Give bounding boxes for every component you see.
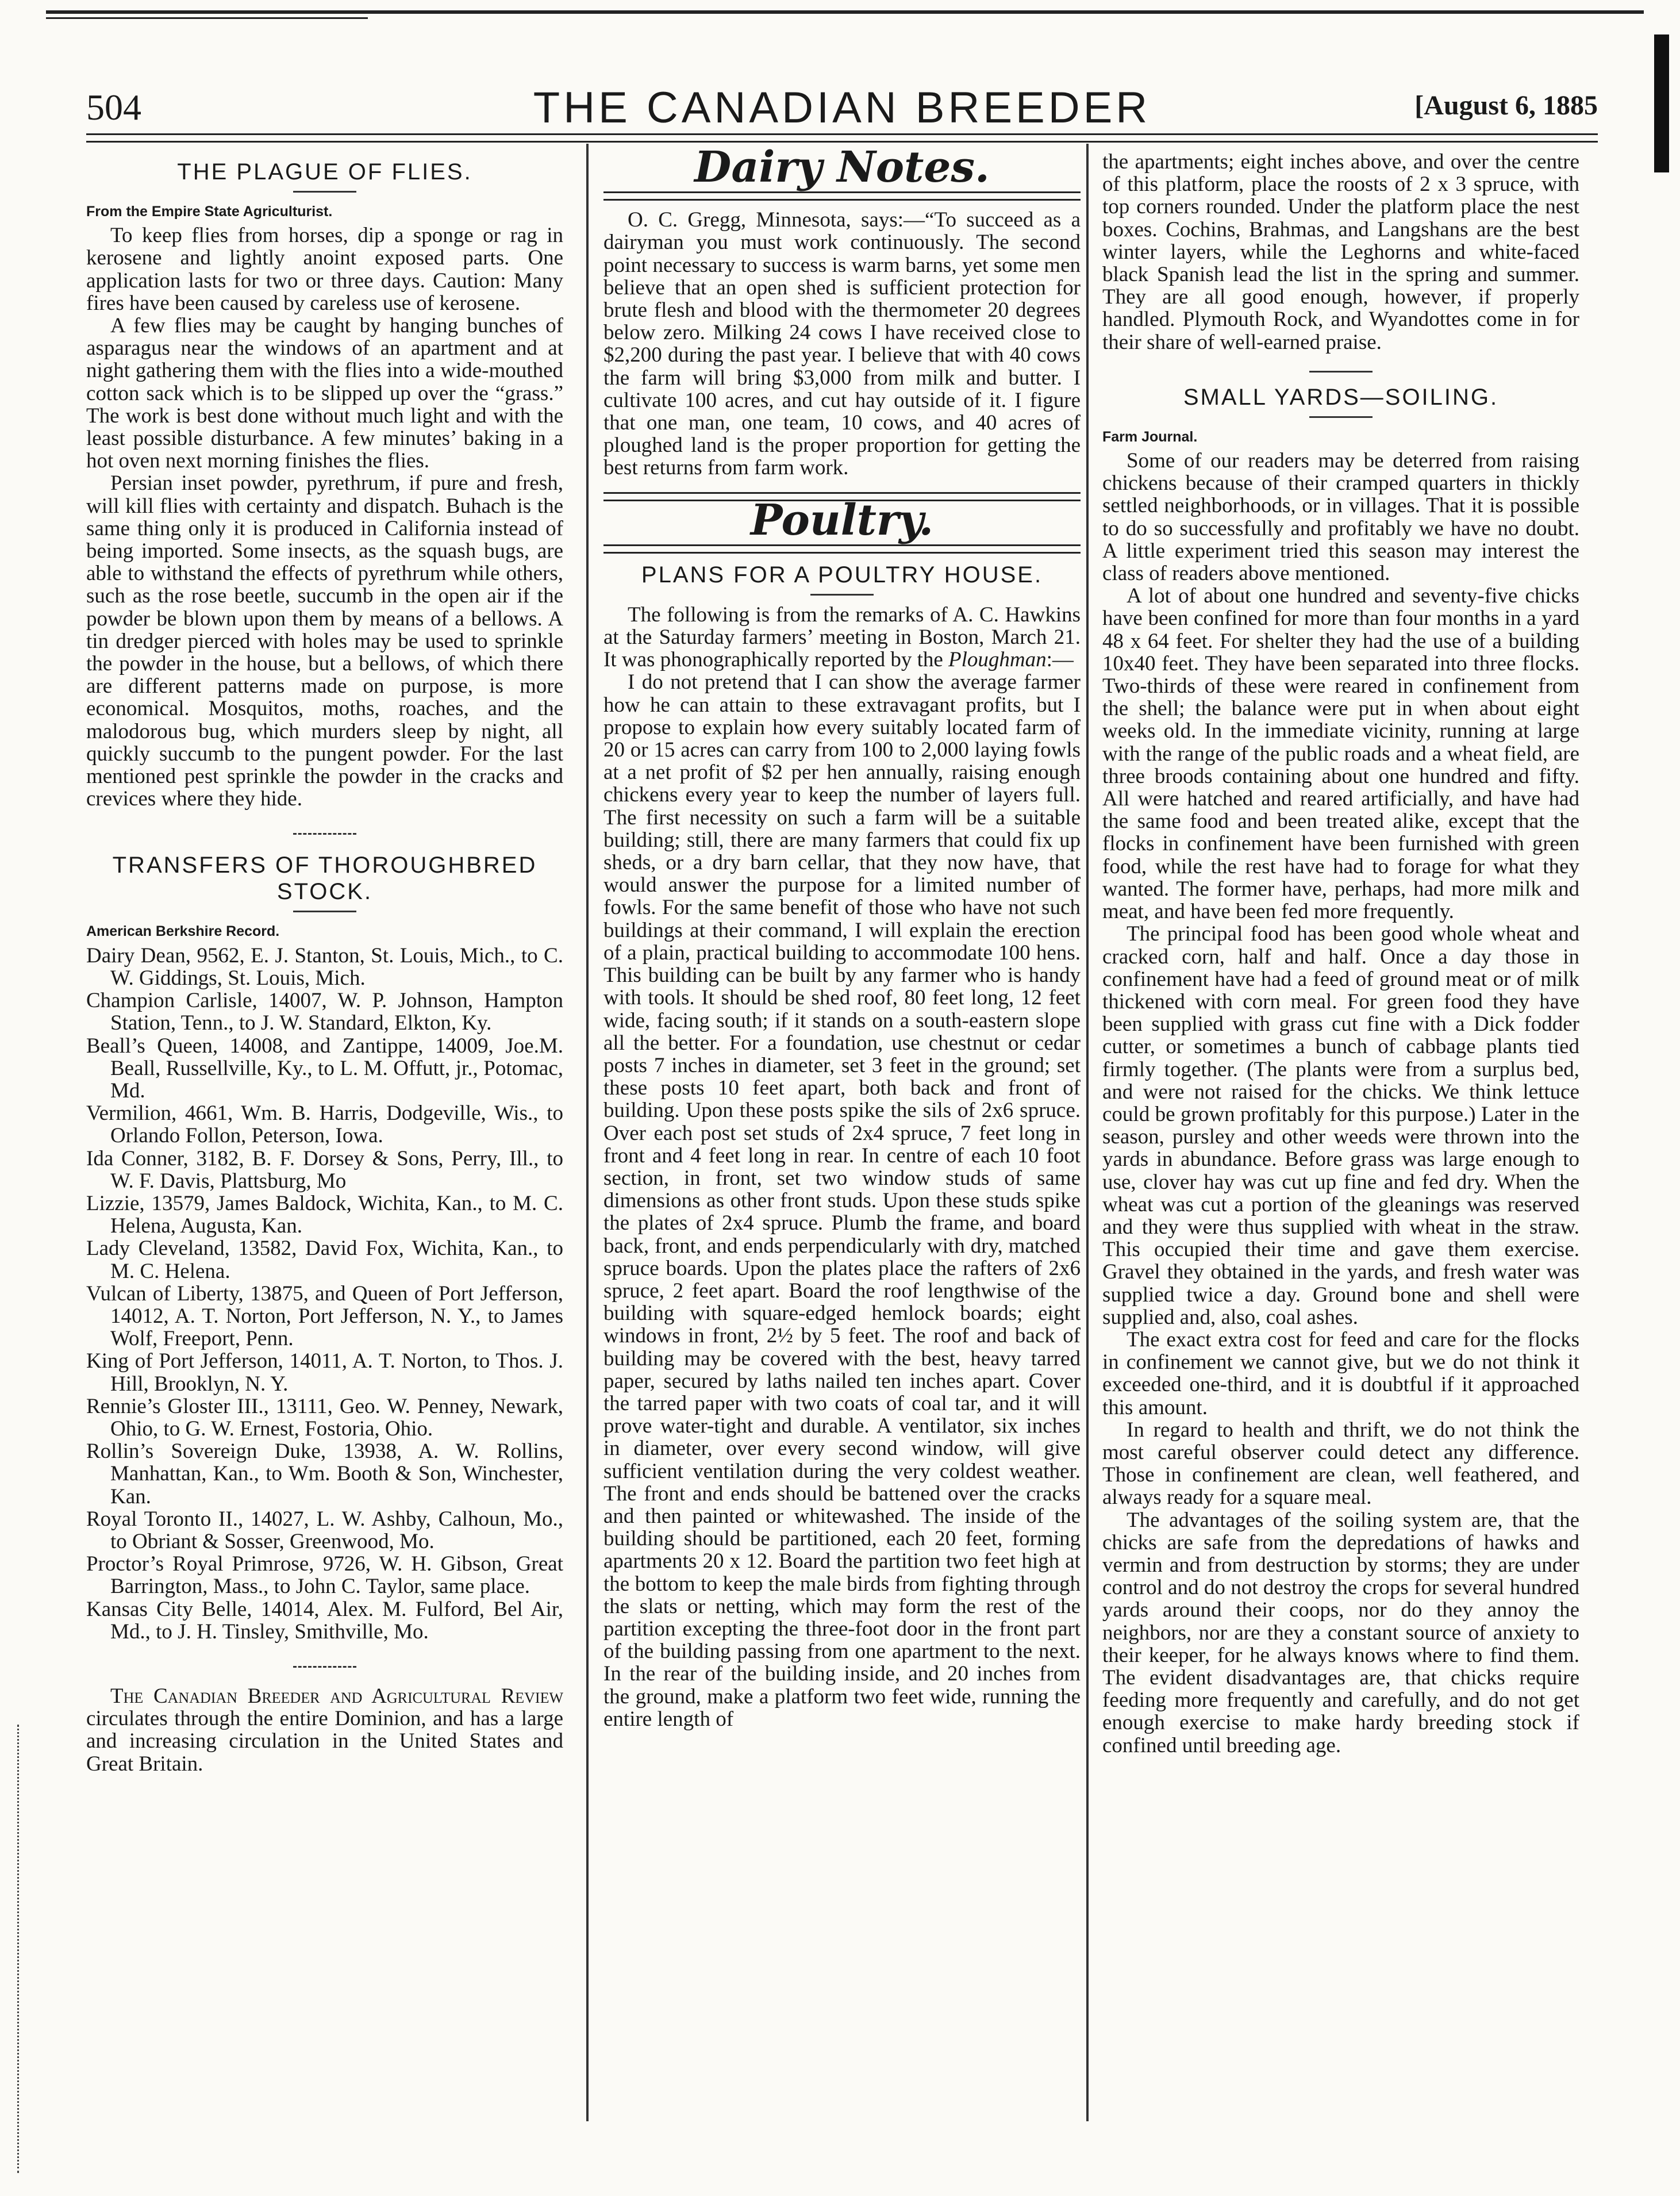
circulation-notice	[86, 1685, 563, 1775]
intro-source: Ploughman	[948, 648, 1047, 672]
article-title: THE PLAGUE OF FLIES.	[177, 159, 472, 185]
article-source: Farm Journal.	[1102, 428, 1198, 445]
masthead-rule	[86, 133, 1598, 143]
intro-paragraph	[603, 604, 1081, 671]
paragraph: The advantages of the soiling system are, that the chicks are safe from the depredations of hawks and vermin and from destruction by storms; they are under control and do not destroy the crops for several hundred yards around their coops, nor do they annoy the neighbors, nor are they a constant source of anxiety to their keeper, for he always knows where to find them. The evident disadvantages are, that chicks require feeding more frequently and carefully, and do not get enough exercise to make hardy breeding stock if confined until breeding age.	[1102, 1508, 1579, 1757]
binding-marks	[17, 1725, 22, 2173]
paragraph: To keep flies from horses, dip a sponge or rag in kerosene and lightly anoint exposed parts. One application lasts for two or three days. Caution: Many fires have been caused by careless use of kerosene.	[86, 224, 563, 315]
article-small-yards-soiling	[1102, 384, 1579, 1757]
transfer-entry: Proctor’s Royal Primrose, 9726, W. H. Gibson, Great Barrington, Mass., to John C. Taylor, same place.	[86, 1552, 563, 1599]
transfer-entry: King of Port Jefferson, 14011, A. T. Norton, to Thos. J. Hill, Brooklyn, N. Y.	[86, 1349, 563, 1396]
newspaper-title: THE CANADIAN BREEDER	[533, 83, 1151, 132]
section-dairy-notes	[603, 143, 1081, 480]
article-title: PLANS FOR A POULTRY HOUSE.	[641, 562, 1043, 588]
column-divider	[1086, 144, 1089, 2121]
continued-paragraph: the apartments; eight inches above, and over the centre of this platform, place the roosts of 2 x 3 spruce, with top corners rounded. Under the platform place the nest boxes. Cochins, Brahmas, and Langshans are the best winter layers, while the Leghorns and white-faced black Spanish lead the list in the spring and summer. They are all good enough, however, if properly handled. Plymouth Rock, and Wyandottes come in for their share of well-earned praise.	[1102, 150, 1579, 354]
article-plague-of-flies	[86, 159, 563, 810]
scan-edge-mark	[1654, 34, 1669, 172]
section-heading: Poultry.	[750, 495, 934, 545]
section-separator	[1309, 371, 1373, 373]
transfer-entry: Rollin’s Sovereign Duke, 13938, A. W. Rollins, Manhattan, Kan., to Wm. Booth & Son, Winchester, Kan.	[86, 1439, 563, 1508]
transfer-list	[86, 945, 563, 1643]
paragraph: Some of our readers may be deterred from raising chickens because of their cramped quarters in thickly settled neighborhoods, or in villages. That it is possible to do so successfully and profitably we have no doubt. A little experiment tried this season may interest the class of readers above mentioned.	[1102, 449, 1579, 586]
article-transfers	[86, 852, 563, 1643]
article-source: American Berkshire Record.	[86, 923, 280, 940]
transfer-entry: Ida Conner, 3182, B. F. Dorsey & Sons, Perry, Ill., to W. F. Davis, Plattsburg, Mo	[86, 1146, 563, 1193]
intro-end: :—	[1046, 648, 1074, 672]
paragraph: The principal food has been good whole wheat and cracked corn, half and half. Once a day those in confinement have had a feed of ground meat or of milk thickened with corn meal. For green food they have been supplied with grass cut fine with a Dick fodder cutter, or sometimes a bunch of cabbage plants tied firmly together. (The plants were from a surplus bed, and were not raised for the chicks. We think lettuce could be grown profitably for this purpose.) Later in the season, pursley and other weeds were thrown into the yards in abundance. Before grass was large enough to use, clover hay was cut up fine and fed dry. When the wheat was cut a portion of the gleanings was reserved and they were thus supplied with wheat in the straw. This occupied their time and gave them exercise. Gravel they obtained in the yards, and fresh water was supplied twice a day. Ground bone and shell were supplied and, also, coal ashes.	[1102, 922, 1579, 1329]
section-separator	[293, 833, 356, 835]
circulation-text: circulates through the entire Dominion, and has a large and increasing circulation in the United States and Great Britain.	[86, 1707, 563, 1776]
transfer-entry: Kansas City Belle, 14014, Alex. M. Fulford, Bel Air, Md., to J. H. Tinsley, Smithville, Mo.	[86, 1597, 563, 1644]
circulation-lead: The Canadian Breeder and Agricultural Review	[110, 1684, 563, 1708]
paragraph: The exact extra cost for feed and care for the flocks in confinement we cannot give, but we do not think it exceeded one-third, and it is doubtful if it approached this amount.	[1102, 1327, 1579, 1419]
transfer-entry: Dairy Dean, 9562, E. J. Stanton, St. Louis, Mich., to C. W. Giddings, St. Louis, Mich.	[86, 943, 563, 990]
title-rule	[1309, 416, 1373, 418]
article-title: SMALL YARDS—SOILING.	[1183, 384, 1499, 410]
heading-rule	[603, 191, 1081, 201]
article-title: TRANSFERS OF THOROUGHBRED STOCK.	[112, 853, 537, 905]
heading-rule	[603, 544, 1081, 554]
issue-date: [August 6, 1885	[1414, 90, 1598, 121]
column-middle	[603, 143, 1081, 1731]
transfer-entry: Vermilion, 4661, Wm. B. Harris, Dodgeville, Wis., to Orlando Follon, Peterson, Iowa.	[86, 1101, 563, 1148]
column-divider	[586, 144, 589, 2121]
paragraph: A lot of about one hundred and seventy-five chicks have been confined for more than four months in a yard 48 x 64 feet. For shelter they had the use of a building 10x40 feet. They have been separated into three flocks. Two-thirds of these were reared in confinement from the shell; the balance were put in when about eight weeks old. In the immediate vicinity, running at large with the range of the public roads and a wheat field, are three broods containing about one hundred and fifty. All were hatched and reared artificially, and have had the same food and been treated alike, except that the flocks in confinement have been furnished with green food, while the rest have had to forage for what they wanted. The former have, perhaps, had more milk and meat, and have been fed more frequently.	[1102, 584, 1579, 924]
page-number: 504	[86, 87, 141, 128]
transfer-entry: Rennie’s Gloster III., 13111, Geo. W. Penney, Newark, Ohio, to G. W. Ernest, Fostoria, Ohio.	[86, 1394, 563, 1441]
transfer-entry: Champion Carlisle, 14007, W. P. Johnson, Hampton Station, Tenn., to J. W. Standard, Elkton, Ky.	[86, 989, 563, 1035]
transfer-entry: Lizzie, 13579, James Baldock, Wichita, Kan., to M. C. Helena, Augusta, Kan.	[86, 1191, 563, 1238]
intro-text: The following is from the remarks of A. C. Hawkins at the Saturday farmers’ meeting in Boston, March 21. It was phonographically reported by the	[603, 602, 1081, 672]
article-source: From the Empire State Agriculturist.	[86, 204, 333, 220]
section-heading: Dairy Notes.	[694, 143, 990, 192]
top-border-rule-short	[46, 17, 368, 19]
paragraph: Persian inset powder, pyrethrum, if pure and fresh, will kill flies with certainty and dispatch. Buhach is the same thing only it is produced in California instead of being imported. Some insects, as the squash bugs, are able to withstand the effects of pyrethrum while others, such as the rose beetle, succumb in the open air if the powder be blown upon them by means of a bellows. A tin dredger pierced with holes may be used to sprinkle the powder in the house, but a bellows, of which there are different patterns made on purpose, is more economical. Mosquitos, moths, roaches, and the malodorous bug, which murders sleep by night, all quickly succumb to the pungent powder. For the last mentioned pest sprinkle the powder in the cracks and crevices where they hide.	[86, 471, 563, 811]
transfer-entry: Vulcan of Liberty, 13875, and Queen of Port Jefferson, 14012, A. T. Norton, Port Jefferson, N. Y., to James Wolf, Freeport, Penn.	[86, 1281, 563, 1351]
masthead	[86, 83, 1598, 138]
transfer-entry: Royal Toronto II., 14027, L. W. Ashby, Calhoun, Mo., to Obriant & Sosser, Greenwood, Mo.	[86, 1507, 563, 1553]
section-separator	[293, 1666, 356, 1668]
title-rule	[810, 594, 874, 596]
transfer-entry: Beall’s Queen, 14008, and Zantippe, 14009, Joe.M. Beall, Russellville, Ky., to L. M. Offutt, jr., Potomac, Md.	[86, 1034, 563, 1103]
title-rule	[293, 191, 356, 193]
column-right	[1102, 151, 1579, 1757]
transfer-entry: Lady Cleveland, 13582, David Fox, Wichita, Kan., to M. C. Helena.	[86, 1237, 563, 1283]
paragraph: A few flies may be caught by hanging bunches of asparagus near the windows of an apartment and at night gathering them with the flies into a wide-mouthed cotton sack which is to be slipped up over the “grass.” The work is best done without much light and with the least possible disturbance. A few minutes’ baking in a hot oven next morning finishes the flies.	[86, 314, 563, 473]
column-left	[86, 151, 563, 1775]
title-rule	[293, 911, 356, 912]
section-poultry	[603, 495, 1081, 1731]
paragraph: I do not pretend that I can show the average farmer how he can attain to these extravagant profits, but I propose to explain how every suitably located farm of 20 or 15 acres can carry from 100 to 2,000 laying fowls at a net profit of $2 per hen annually, raising enough chickens every year to keep the number of layers full. The first necessity on such a farm will be a suitable building; still, there are many farmers that could fix up sheds, or a dry barn cellar, that they now have, that would answer the purpose for a limited number of fowls. For the same benefit of those who have not such buildings at their command, I will explain the erection of a plain, practical building to accommodate 100 hens. This building can be built by any farmer who is handy with tools. It should be shed roof, 80 feet long, 12 feet wide, facing south; if it stands on a south-eastern slope all the better. For a foundation, use chestnut or cedar posts 7 inches in diameter, set 3 feet in the ground; set these posts 10 feet apart, both back and front of building. Upon these posts spike the sils of 2x6 spruce. Over each post set studs of 2x4 spruce, 7 feet long in front and 4 feet long in rear. In centre of each 10 foot section, in front, set two window studs of same dimensions as other front studs. Upon these studs spike the plates of 2x4 spruce. Plumb the frame, and board back, front, and ends perpendicularly with dry, matched spruce boards. Upon the plates place the rafters of 2x6 spruce, 2 feet apart. Board the roof lengthwise of the building with square-edged hemlock boards; eight windows in front, 2½ by 5 feet. The roof and back of building may be covered with the best, heavy tarred paper, secured by laths nailed ten inches apart. Cover the tarred paper with two coats of coal tar, and it will prove water-tight and durable. A ventilator, six inches in diameter, over every second window, will give sufficient ventilation during the very coldest weather. The front and ends should be battened over the cracks and then painted or whitewashed. The inside of the building should be partitioned, each 20 feet, forming apartments 20 x 12. Board the partition two feet high at the bottom to keep the male birds from fighting through the slats or netting, which may form the rest of the partition excepting the three-foot door in the front part of the building passing from one apartment to the next. In the rear of the building inside, and 20 inches from the ground, make a platform two feet wide, running the entire length of	[603, 670, 1081, 1731]
top-border-rule	[46, 10, 1644, 14]
paragraph: O. C. Gregg, Minnesota, says:—“To succeed as a dairyman you must work continuously. The second point necessary to success is warm barns, yet some men believe that an open shed is sufficient protection for brute flesh and blood with the thermometer 20 degrees below zero. Milking 24 cows I have received close to $2,200 during the past year. I believe that with 40 cows the farm will bring $3,000 from milk and butter. I cultivate 100 acres, and cut hay outside of it. I figure that one man, one team, 10 cows, and 40 acres of ploughed land is the proper proportion for getting the best returns from farm work.	[603, 208, 1081, 480]
paragraph: In regard to health and thrift, we do not think the most careful observer could detect any difference. Those in confinement are clean, well feathered, and always ready for a square meal.	[1102, 1418, 1579, 1510]
